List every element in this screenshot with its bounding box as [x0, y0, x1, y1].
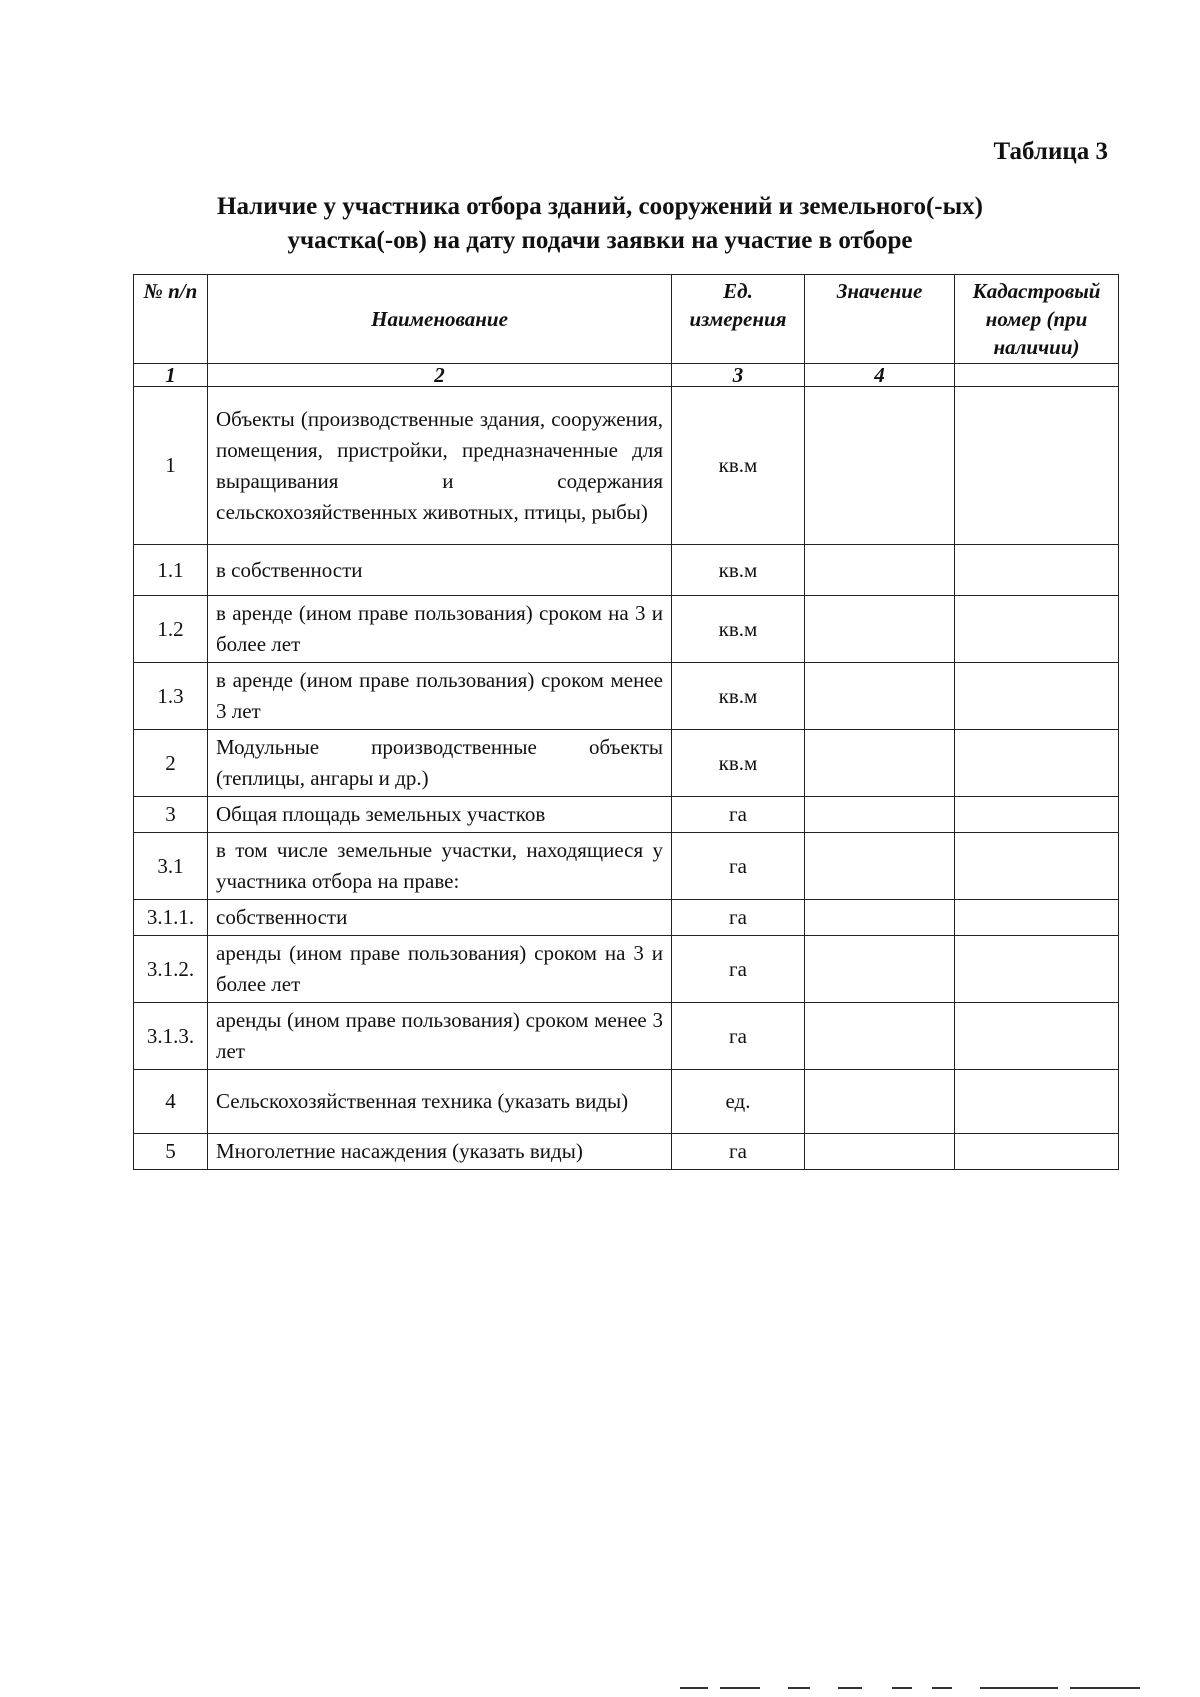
header-num: № п/п	[134, 275, 208, 364]
column-number: 2	[208, 364, 672, 387]
column-number: 3	[672, 364, 805, 387]
row-name: в собственности	[208, 545, 672, 596]
document-title	[150, 190, 1050, 258]
row-num: 1.3	[134, 663, 208, 730]
row-num: 3.1.1.	[134, 900, 208, 936]
row-cadastral	[955, 797, 1119, 833]
row-value	[805, 833, 955, 900]
row-unit: га	[672, 1003, 805, 1070]
column-number	[955, 364, 1119, 387]
table-label: Таблица 3	[993, 138, 1108, 165]
scan-mark	[838, 1687, 862, 1689]
row-num: 3	[134, 797, 208, 833]
row-value	[805, 596, 955, 663]
row-num: 2	[134, 730, 208, 797]
facilities-table	[133, 274, 1119, 1170]
row-unit: кв.м	[672, 387, 805, 545]
row-cadastral	[955, 596, 1119, 663]
row-num: 3.1	[134, 833, 208, 900]
row-unit: га	[672, 900, 805, 936]
row-num: 5	[134, 1134, 208, 1170]
scan-edge-marks	[670, 1687, 1200, 1691]
row-unit: кв.м	[672, 596, 805, 663]
row-value	[805, 1003, 955, 1070]
title-line-2: участка(-ов) на дату подачи заявки на участие в отборе	[287, 227, 913, 254]
scan-mark	[680, 1687, 708, 1689]
table-row	[134, 936, 1119, 1003]
header-value: Значение	[805, 275, 955, 364]
row-name: собственности	[208, 900, 672, 936]
table-row	[134, 387, 1119, 545]
row-unit: кв.м	[672, 730, 805, 797]
title-line-1: Наличие у участника отбора зданий, сооружений и земельного(-ых)	[217, 193, 983, 220]
row-value	[805, 387, 955, 545]
row-value	[805, 797, 955, 833]
row-name: аренды (ином праве пользования) сроком на 3 и более лет	[208, 936, 672, 1003]
scan-mark	[892, 1687, 912, 1689]
table-row	[134, 545, 1119, 596]
table-row	[134, 596, 1119, 663]
row-unit: га	[672, 1134, 805, 1170]
column-number: 1	[134, 364, 208, 387]
row-unit: ед.	[672, 1070, 805, 1134]
row-cadastral	[955, 387, 1119, 545]
scan-mark	[788, 1687, 810, 1689]
row-num: 3.1.2.	[134, 936, 208, 1003]
table-row	[134, 1070, 1119, 1134]
scan-mark	[720, 1687, 760, 1689]
row-name: в аренде (ином праве пользования) сроком менее 3 лет	[208, 663, 672, 730]
row-num: 1.2	[134, 596, 208, 663]
row-cadastral	[955, 900, 1119, 936]
row-cadastral	[955, 730, 1119, 797]
row-value	[805, 1070, 955, 1134]
row-cadastral	[955, 833, 1119, 900]
row-name: Общая площадь земельных участков	[208, 797, 672, 833]
table-row	[134, 833, 1119, 900]
row-value	[805, 900, 955, 936]
table-row	[134, 663, 1119, 730]
row-num: 1	[134, 387, 208, 545]
row-unit: га	[672, 833, 805, 900]
row-cadastral	[955, 545, 1119, 596]
scan-mark	[932, 1687, 952, 1689]
row-cadastral	[955, 1070, 1119, 1134]
scan-mark	[980, 1687, 1058, 1689]
row-cadastral	[955, 1003, 1119, 1070]
table-row	[134, 797, 1119, 833]
row-value	[805, 936, 955, 1003]
column-number-row	[134, 364, 1119, 387]
header-unit: Ед. измерения	[672, 275, 805, 364]
row-name: в том числе земельные участки, находящиеся у участника отбора на праве:	[208, 833, 672, 900]
row-unit: га	[672, 936, 805, 1003]
header-name: Наименование	[208, 275, 672, 364]
row-name: аренды (ином праве пользования) сроком менее 3 лет	[208, 1003, 672, 1070]
row-name: Многолетние насаждения (указать виды)	[208, 1134, 672, 1170]
row-num: 1.1	[134, 545, 208, 596]
scan-mark	[1070, 1687, 1140, 1689]
row-value	[805, 1134, 955, 1170]
row-value	[805, 545, 955, 596]
row-unit: кв.м	[672, 663, 805, 730]
row-unit: кв.м	[672, 545, 805, 596]
table-row	[134, 1003, 1119, 1070]
row-value	[805, 663, 955, 730]
row-cadastral	[955, 663, 1119, 730]
row-name: в аренде (ином праве пользования) сроком на 3 и более лет	[208, 596, 672, 663]
table-row	[134, 900, 1119, 936]
row-value	[805, 730, 955, 797]
table-header-row	[134, 275, 1119, 364]
row-num: 3.1.3.	[134, 1003, 208, 1070]
row-name: Сельскохозяйственная техника (указать виды)	[208, 1070, 672, 1134]
row-name: Модульные производственные объекты (теплицы, ангары и др.)	[208, 730, 672, 797]
header-cadastral: Кадастровый номер (при наличии)	[955, 275, 1119, 364]
row-name: Объекты (производственные здания, сооружения, помещения, пристройки, предназначенные для выращивания и содержания сельскохозяйственных животных, птицы, рыбы)	[208, 387, 672, 545]
row-num: 4	[134, 1070, 208, 1134]
row-unit: га	[672, 797, 805, 833]
row-cadastral	[955, 1134, 1119, 1170]
column-number: 4	[805, 364, 955, 387]
table-row	[134, 730, 1119, 797]
table-row	[134, 1134, 1119, 1170]
row-cadastral	[955, 936, 1119, 1003]
